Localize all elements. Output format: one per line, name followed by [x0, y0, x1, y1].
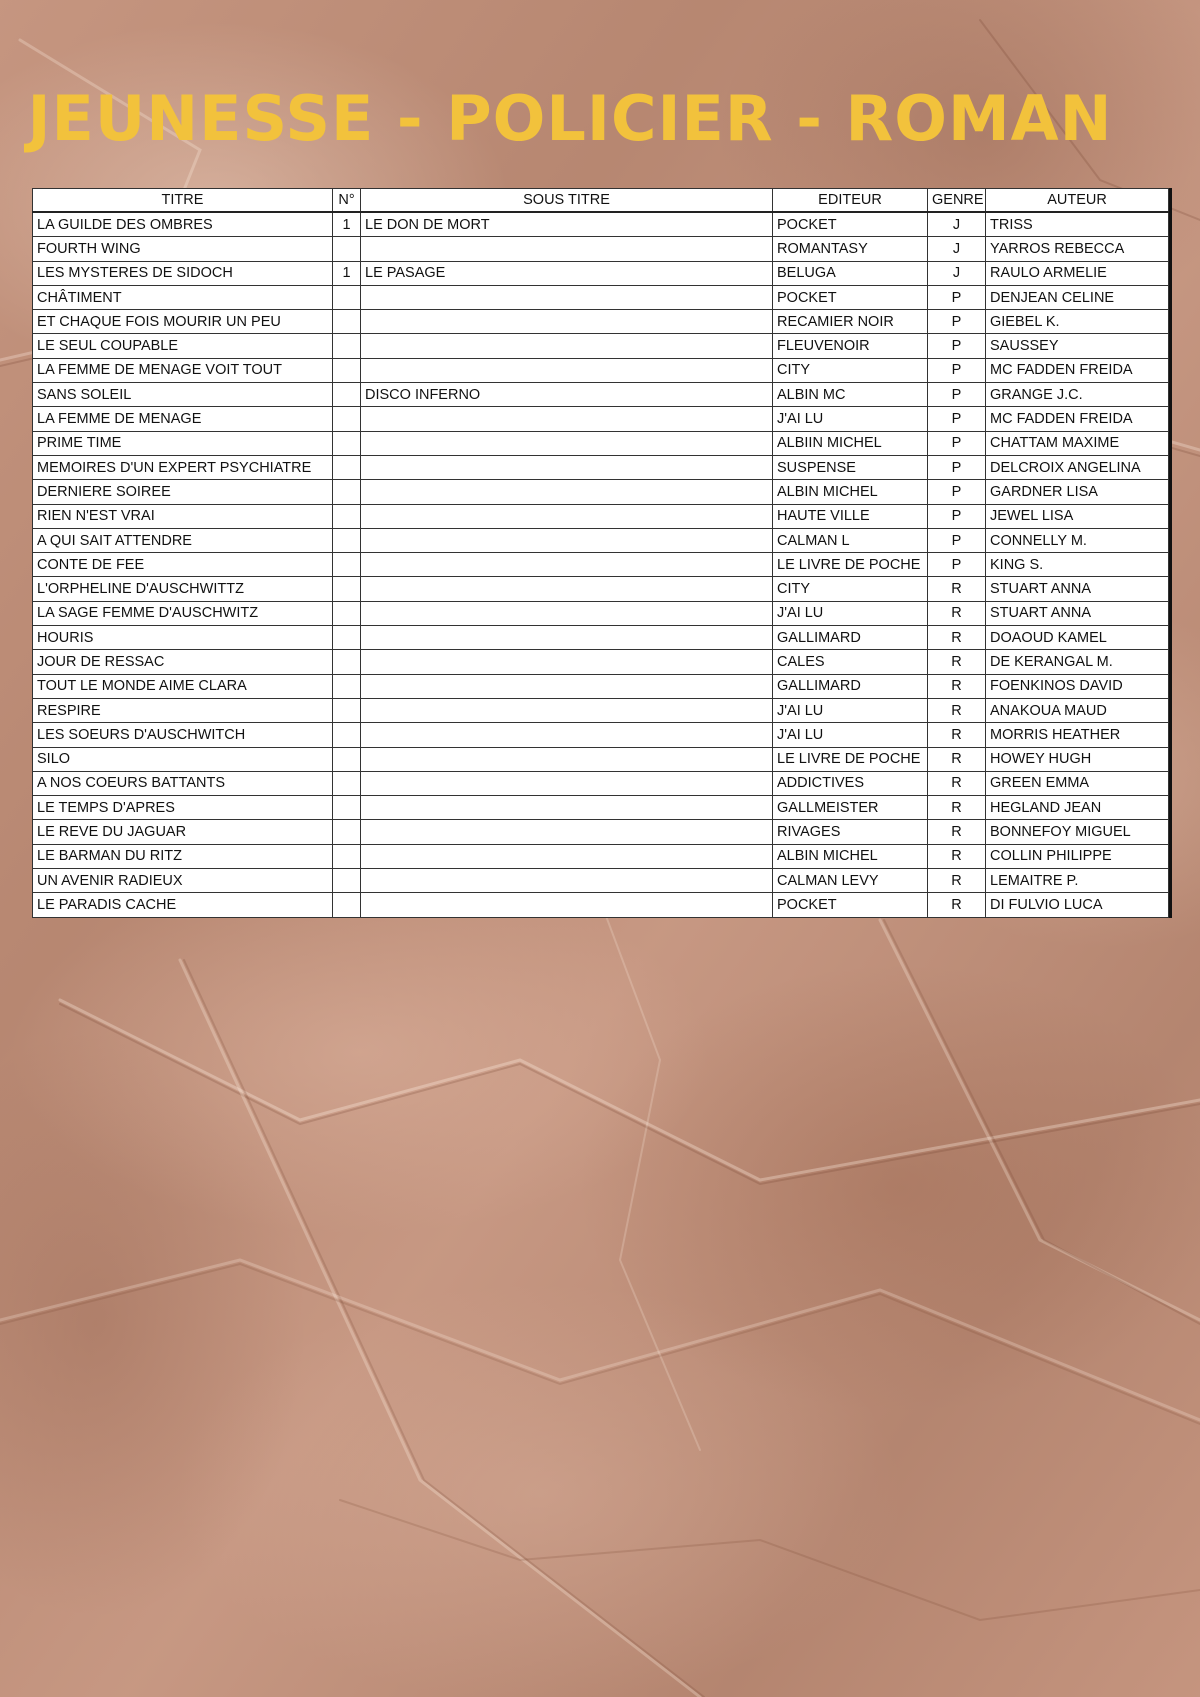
table-header — [33, 189, 1169, 213]
cell-sous-titre — [361, 577, 773, 601]
cell-auteur: HEGLAND JEAN — [986, 796, 1169, 820]
cell-genre: P — [928, 480, 986, 504]
table-row — [33, 285, 1169, 309]
cell-auteur: RAULO ARMELIE — [986, 261, 1169, 285]
cell-sous-titre — [361, 285, 773, 309]
cell-editeur: GALLIMARD — [773, 674, 928, 698]
cell-sous-titre — [361, 820, 773, 844]
cell-sous-titre — [361, 431, 773, 455]
table-row — [33, 553, 1169, 577]
cell-genre: R — [928, 626, 986, 650]
cell-auteur: FOENKINOS DAVID — [986, 674, 1169, 698]
cell-auteur: DENJEAN CELINE — [986, 285, 1169, 309]
book-table — [32, 188, 1169, 918]
table-row — [33, 893, 1169, 917]
cell-num — [333, 577, 361, 601]
cell-num — [333, 674, 361, 698]
cell-sous-titre — [361, 698, 773, 722]
cell-editeur: RECAMIER NOIR — [773, 310, 928, 334]
cell-editeur: SUSPENSE — [773, 455, 928, 479]
table-body — [33, 212, 1169, 917]
cell-auteur: TRISS — [986, 212, 1169, 237]
header-num: N° — [333, 189, 361, 213]
cell-genre: R — [928, 844, 986, 868]
cell-auteur: LEMAITRE P. — [986, 869, 1169, 893]
cell-titre: RIEN N'EST VRAI — [33, 504, 333, 528]
cell-genre: J — [928, 237, 986, 261]
cell-sous-titre — [361, 455, 773, 479]
cell-editeur: ADDICTIVES — [773, 771, 928, 795]
header-editeur: EDITEUR — [773, 189, 928, 213]
cell-auteur: CHATTAM MAXIME — [986, 431, 1169, 455]
cell-titre: PRIME TIME — [33, 431, 333, 455]
cell-genre: J — [928, 261, 986, 285]
cell-titre: LES MYSTERES DE SIDOCH — [33, 261, 333, 285]
cell-titre: LA FEMME DE MENAGE — [33, 407, 333, 431]
table-row — [33, 869, 1169, 893]
cell-editeur: POCKET — [773, 893, 928, 917]
cell-titre: LE REVE DU JAGUAR — [33, 820, 333, 844]
table-row — [33, 698, 1169, 722]
table-row — [33, 334, 1169, 358]
cell-sous-titre: DISCO INFERNO — [361, 383, 773, 407]
cell-titre: LES SOEURS D'AUSCHWITCH — [33, 723, 333, 747]
cell-sous-titre — [361, 869, 773, 893]
header-sous-titre: SOUS TITRE — [361, 189, 773, 213]
cell-num — [333, 358, 361, 382]
cell-num: 1 — [333, 261, 361, 285]
cell-titre: LE BARMAN DU RITZ — [33, 844, 333, 868]
table-row — [33, 650, 1169, 674]
cell-genre: P — [928, 285, 986, 309]
cell-num — [333, 796, 361, 820]
cell-sous-titre — [361, 723, 773, 747]
cell-editeur: POCKET — [773, 212, 928, 237]
cell-num — [333, 747, 361, 771]
cell-auteur: MORRIS HEATHER — [986, 723, 1169, 747]
table-row — [33, 844, 1169, 868]
book-list-sheet — [32, 188, 1172, 918]
table-row — [33, 528, 1169, 552]
cell-auteur: SAUSSEY — [986, 334, 1169, 358]
cell-auteur: CONNELLY M. — [986, 528, 1169, 552]
cell-genre: R — [928, 820, 986, 844]
cell-sous-titre — [361, 844, 773, 868]
cell-sous-titre — [361, 626, 773, 650]
cell-editeur: CALES — [773, 650, 928, 674]
cell-titre: SANS SOLEIL — [33, 383, 333, 407]
cell-auteur: DE KERANGAL M. — [986, 650, 1169, 674]
cell-sous-titre — [361, 358, 773, 382]
cell-auteur: DOAOUD KAMEL — [986, 626, 1169, 650]
cell-num — [333, 383, 361, 407]
cell-genre: P — [928, 407, 986, 431]
cell-editeur: LE LIVRE DE POCHE — [773, 747, 928, 771]
table-row — [33, 504, 1169, 528]
table-row — [33, 771, 1169, 795]
cell-editeur: ALBIN MC — [773, 383, 928, 407]
cell-editeur: FLEUVENOIR — [773, 334, 928, 358]
cell-auteur: MC FADDEN FREIDA — [986, 358, 1169, 382]
cell-sous-titre — [361, 650, 773, 674]
cell-genre: P — [928, 528, 986, 552]
cell-editeur: J'AI LU — [773, 601, 928, 625]
cell-sous-titre — [361, 747, 773, 771]
cell-genre: R — [928, 747, 986, 771]
cell-num — [333, 334, 361, 358]
cell-titre: LE SEUL COUPABLE — [33, 334, 333, 358]
cell-sous-titre — [361, 310, 773, 334]
cell-genre: P — [928, 310, 986, 334]
cell-genre: P — [928, 431, 986, 455]
cell-num — [333, 480, 361, 504]
cell-editeur: ALBIN MICHEL — [773, 844, 928, 868]
cell-genre: R — [928, 601, 986, 625]
cell-titre: LE TEMPS D'APRES — [33, 796, 333, 820]
table-row — [33, 723, 1169, 747]
table-row — [33, 431, 1169, 455]
cell-editeur: J'AI LU — [773, 698, 928, 722]
cell-sous-titre — [361, 674, 773, 698]
cell-auteur: GREEN EMMA — [986, 771, 1169, 795]
cell-sous-titre — [361, 553, 773, 577]
cell-genre: R — [928, 869, 986, 893]
cell-genre: P — [928, 334, 986, 358]
cell-num — [333, 650, 361, 674]
cell-genre: J — [928, 212, 986, 237]
cell-titre: A QUI SAIT ATTENDRE — [33, 528, 333, 552]
cell-titre: LA SAGE FEMME D'AUSCHWITZ — [33, 601, 333, 625]
cell-num — [333, 285, 361, 309]
cell-num — [333, 626, 361, 650]
cell-genre: R — [928, 893, 986, 917]
cell-sous-titre — [361, 334, 773, 358]
cell-num — [333, 820, 361, 844]
cell-auteur: GRANGE J.C. — [986, 383, 1169, 407]
cell-num — [333, 553, 361, 577]
cell-num — [333, 844, 361, 868]
cell-auteur: GIEBEL K. — [986, 310, 1169, 334]
cell-num: 1 — [333, 212, 361, 237]
cell-titre: HOURIS — [33, 626, 333, 650]
cell-editeur: CALMAN L — [773, 528, 928, 552]
cell-genre: P — [928, 358, 986, 382]
header-genre: GENRE — [928, 189, 986, 213]
cell-genre: P — [928, 383, 986, 407]
cell-num — [333, 455, 361, 479]
cell-titre: DERNIERE SOIREE — [33, 480, 333, 504]
table-row — [33, 601, 1169, 625]
cell-num — [333, 601, 361, 625]
cell-num — [333, 310, 361, 334]
cell-num — [333, 723, 361, 747]
cell-editeur: BELUGA — [773, 261, 928, 285]
cell-num — [333, 869, 361, 893]
cell-editeur: HAUTE VILLE — [773, 504, 928, 528]
cell-num — [333, 431, 361, 455]
cell-num — [333, 893, 361, 917]
header-titre: TITRE — [33, 189, 333, 213]
cell-sous-titre — [361, 796, 773, 820]
cell-editeur: ALBIIN MICHEL — [773, 431, 928, 455]
cell-auteur: DELCROIX ANGELINA — [986, 455, 1169, 479]
table-row — [33, 747, 1169, 771]
cell-sous-titre: LE PASAGE — [361, 261, 773, 285]
cell-auteur: DI FULVIO LUCA — [986, 893, 1169, 917]
cell-auteur: COLLIN PHILIPPE — [986, 844, 1169, 868]
cell-titre: CONTE DE FEE — [33, 553, 333, 577]
cell-auteur: GARDNER LISA — [986, 480, 1169, 504]
table-row — [33, 820, 1169, 844]
header-row — [33, 189, 1169, 213]
table-row — [33, 407, 1169, 431]
cell-sous-titre — [361, 893, 773, 917]
cell-auteur: ANAKOUA MAUD — [986, 698, 1169, 722]
cell-editeur: RIVAGES — [773, 820, 928, 844]
cell-genre: R — [928, 796, 986, 820]
cell-titre: CHÂTIMENT — [33, 285, 333, 309]
cell-editeur: POCKET — [773, 285, 928, 309]
table-row — [33, 358, 1169, 382]
cell-titre: UN AVENIR RADIEUX — [33, 869, 333, 893]
cell-sous-titre — [361, 480, 773, 504]
cell-editeur: J'AI LU — [773, 407, 928, 431]
cell-titre: LA GUILDE DES OMBRES — [33, 212, 333, 237]
cell-genre: R — [928, 650, 986, 674]
cell-editeur: ROMANTASY — [773, 237, 928, 261]
table-row — [33, 237, 1169, 261]
table-row — [33, 480, 1169, 504]
cell-sous-titre: LE DON DE MORT — [361, 212, 773, 237]
cell-titre: L'ORPHELINE D'AUSCHWITTZ — [33, 577, 333, 601]
cell-num — [333, 504, 361, 528]
cell-num — [333, 528, 361, 552]
table-row — [33, 796, 1169, 820]
cell-titre: LA FEMME DE MENAGE VOIT TOUT — [33, 358, 333, 382]
cell-editeur: ALBIN MICHEL — [773, 480, 928, 504]
table-row — [33, 310, 1169, 334]
cell-titre: ET CHAQUE FOIS MOURIR UN PEU — [33, 310, 333, 334]
cell-genre: R — [928, 723, 986, 747]
cell-genre: R — [928, 674, 986, 698]
cell-sous-titre — [361, 237, 773, 261]
cell-auteur: STUART ANNA — [986, 577, 1169, 601]
table-row — [33, 626, 1169, 650]
cell-editeur: GALLMEISTER — [773, 796, 928, 820]
cell-auteur: MC FADDEN FREIDA — [986, 407, 1169, 431]
cell-num — [333, 698, 361, 722]
cell-num — [333, 237, 361, 261]
cell-titre: JOUR DE RESSAC — [33, 650, 333, 674]
cell-sous-titre — [361, 601, 773, 625]
cell-genre: R — [928, 771, 986, 795]
cell-sous-titre — [361, 407, 773, 431]
table-row — [33, 212, 1169, 237]
table-row — [33, 674, 1169, 698]
cell-titre: TOUT LE MONDE AIME CLARA — [33, 674, 333, 698]
cell-num — [333, 771, 361, 795]
cell-auteur: HOWEY HUGH — [986, 747, 1169, 771]
cell-auteur: BONNEFOY MIGUEL — [986, 820, 1169, 844]
cell-auteur: YARROS REBECCA — [986, 237, 1169, 261]
cell-editeur: LE LIVRE DE POCHE — [773, 553, 928, 577]
cell-auteur: JEWEL LISA — [986, 504, 1169, 528]
table-row — [33, 455, 1169, 479]
cell-editeur: CALMAN LEVY — [773, 869, 928, 893]
cell-sous-titre — [361, 771, 773, 795]
cell-titre: A NOS COEURS BATTANTS — [33, 771, 333, 795]
page-title: JEUNESSE - POLICIER - ROMAN — [27, 82, 1113, 155]
cell-genre: P — [928, 553, 986, 577]
cell-titre: FOURTH WING — [33, 237, 333, 261]
cell-editeur: CITY — [773, 577, 928, 601]
cell-auteur: KING S. — [986, 553, 1169, 577]
table-row — [33, 577, 1169, 601]
cell-titre: RESPIRE — [33, 698, 333, 722]
cell-num — [333, 407, 361, 431]
cell-editeur: J'AI LU — [773, 723, 928, 747]
cell-titre: MEMOIRES D'UN EXPERT PSYCHIATRE — [33, 455, 333, 479]
table-row — [33, 383, 1169, 407]
table-row — [33, 261, 1169, 285]
cell-genre: R — [928, 577, 986, 601]
cell-sous-titre — [361, 504, 773, 528]
cell-auteur: STUART ANNA — [986, 601, 1169, 625]
cell-genre: P — [928, 455, 986, 479]
cell-genre: P — [928, 504, 986, 528]
cell-titre: SILO — [33, 747, 333, 771]
cell-titre: LE PARADIS CACHE — [33, 893, 333, 917]
cell-sous-titre — [361, 528, 773, 552]
cell-editeur: GALLIMARD — [773, 626, 928, 650]
cell-editeur: CITY — [773, 358, 928, 382]
header-auteur: AUTEUR — [986, 189, 1169, 213]
cell-genre: R — [928, 698, 986, 722]
